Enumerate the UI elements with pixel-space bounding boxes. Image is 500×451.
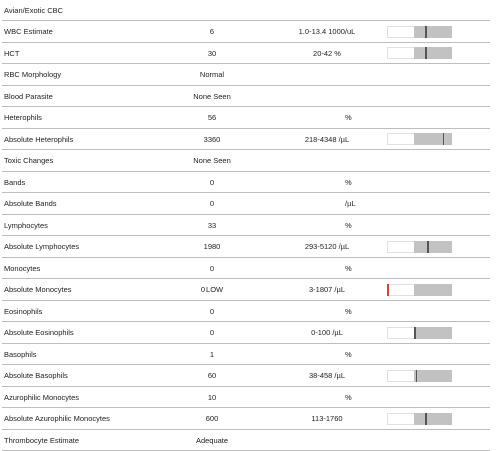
test-name: Lymphocytes — [4, 220, 48, 230]
result-marker — [416, 370, 418, 382]
table-row — [2, 387, 490, 408]
result-marker — [425, 413, 427, 425]
value-text: 1980 — [203, 242, 221, 251]
unit-label: % — [345, 306, 352, 316]
test-name: Eosinophils — [4, 306, 43, 316]
test-value — [152, 344, 272, 364]
reference-range: 113-1760 — [311, 414, 343, 423]
test-value — [152, 215, 272, 235]
table-row — [2, 151, 490, 172]
value-text: 10 — [207, 392, 217, 402]
test-value — [152, 22, 272, 42]
unit-label: % — [345, 220, 352, 230]
test-name: Heterophils — [4, 113, 42, 122]
value-text: 600 — [205, 414, 219, 423]
result-marker — [427, 241, 429, 253]
test-name: Absolute Monocytes — [4, 285, 72, 294]
unit-label: % — [345, 392, 352, 402]
value-text: 0 — [209, 306, 215, 316]
table-row — [2, 258, 490, 279]
value-text: 33 — [207, 220, 217, 230]
test-name: Absolute Eosinophils — [4, 328, 74, 337]
value-text: Adequate — [195, 435, 229, 445]
range-indicator — [387, 284, 452, 296]
value-text: 6 — [209, 27, 215, 36]
test-name: HCT — [4, 48, 20, 58]
normal-range-band — [414, 26, 452, 38]
range-indicator — [387, 370, 452, 382]
table-row — [2, 366, 490, 387]
normal-range-band — [414, 133, 452, 145]
test-value — [152, 409, 272, 429]
test-value — [152, 108, 272, 128]
reference-range: 20-42 % — [313, 48, 341, 58]
normal-range-band — [414, 413, 452, 425]
test-name: Absolute Azurophilic Monocytes — [4, 414, 110, 423]
unit-label: /µL — [345, 199, 356, 208]
table-row — [2, 129, 490, 150]
test-value — [152, 323, 272, 343]
test-name: WBC Estimate — [4, 27, 53, 36]
unit-label: % — [345, 113, 352, 122]
range-indicator — [387, 241, 452, 253]
value-text: 60 — [207, 371, 217, 380]
abnormal-flag: LOW — [206, 285, 224, 294]
test-value — [152, 194, 272, 214]
table-row — [2, 301, 490, 322]
test-name: Bands — [4, 177, 26, 187]
result-marker — [414, 327, 416, 339]
reference-range: 293-5120 /µL — [304, 242, 350, 251]
test-name: Monocytes — [4, 263, 41, 273]
test-value — [152, 387, 272, 407]
test-value — [152, 65, 272, 85]
test-value — [152, 151, 272, 171]
value-text: 0 — [209, 263, 215, 273]
normal-range-band — [414, 327, 452, 339]
test-name: Absolute Bands — [4, 199, 57, 208]
panel-title: Avian/Exotic CBC — [4, 5, 64, 15]
table-row — [2, 323, 490, 344]
normal-range-band — [414, 241, 452, 253]
test-value — [152, 129, 272, 149]
test-value — [152, 86, 272, 106]
table-row — [2, 344, 490, 365]
test-name: RBC Morphology — [4, 70, 62, 79]
normal-range-band — [414, 47, 452, 59]
unit-label: % — [345, 263, 352, 273]
test-name: Basophils — [4, 349, 37, 359]
result-marker — [443, 133, 445, 145]
test-name: Azurophilic Monocytes — [4, 392, 80, 402]
test-value — [152, 301, 272, 321]
value-text: 3360 — [203, 134, 221, 144]
reference-range: 0-100 /µL — [311, 328, 343, 337]
reference-range: 38-458 /µL — [308, 371, 345, 380]
table-row — [2, 172, 490, 193]
test-value — [152, 366, 272, 386]
value-text: 1 — [209, 349, 215, 359]
normal-range-band — [414, 370, 452, 382]
value-text: 56 — [207, 113, 217, 122]
test-value — [152, 172, 272, 192]
table-row — [2, 215, 490, 236]
value-text: 30 — [207, 48, 217, 58]
range-indicator — [387, 26, 452, 38]
test-value — [152, 258, 272, 278]
test-name: Blood Parasite — [4, 91, 53, 101]
reference-range: 1.0-13.4 1000/uL — [298, 27, 356, 36]
range-indicator — [387, 327, 452, 339]
value-text: None Seen — [193, 91, 231, 101]
test-value — [152, 43, 272, 63]
table-header-row — [2, 0, 490, 21]
reference-range: 218-4348 /µL — [304, 134, 350, 144]
test-name: Thrombocyte Estimate — [4, 435, 80, 445]
test-name: Absolute Basophils — [4, 371, 68, 380]
value-text: 0 — [200, 285, 206, 294]
result-marker — [425, 47, 427, 59]
table-row — [2, 43, 490, 64]
reference-range: 3-1807 /µL — [308, 285, 345, 294]
value-text: None Seen — [193, 156, 231, 165]
range-indicator — [387, 133, 452, 145]
value-text: 0 — [209, 328, 215, 337]
test-name: Absolute Heterophils — [4, 134, 74, 144]
unit-label: % — [345, 349, 352, 359]
test-value — [152, 237, 272, 257]
value-text: Normal — [199, 70, 225, 79]
test-name: Toxic Changes — [4, 156, 54, 165]
test-value — [152, 430, 272, 450]
table-row — [2, 86, 490, 107]
table-row — [2, 280, 490, 301]
range-indicator — [387, 47, 452, 59]
table-row — [2, 65, 490, 86]
table-row — [2, 430, 490, 451]
range-indicator — [387, 413, 452, 425]
unit-label: % — [345, 177, 352, 187]
table-row — [2, 409, 490, 430]
normal-range-band — [414, 284, 452, 296]
test-value — [152, 280, 272, 300]
table-row — [2, 237, 490, 258]
table-row — [2, 108, 490, 129]
result-marker — [425, 26, 427, 38]
result-marker — [387, 284, 389, 296]
table-row — [2, 194, 490, 215]
value-text: 0 — [209, 177, 215, 187]
test-name: Absolute Lymphocytes — [4, 242, 80, 251]
value-text: 0 — [209, 199, 215, 208]
table-row — [2, 22, 490, 43]
